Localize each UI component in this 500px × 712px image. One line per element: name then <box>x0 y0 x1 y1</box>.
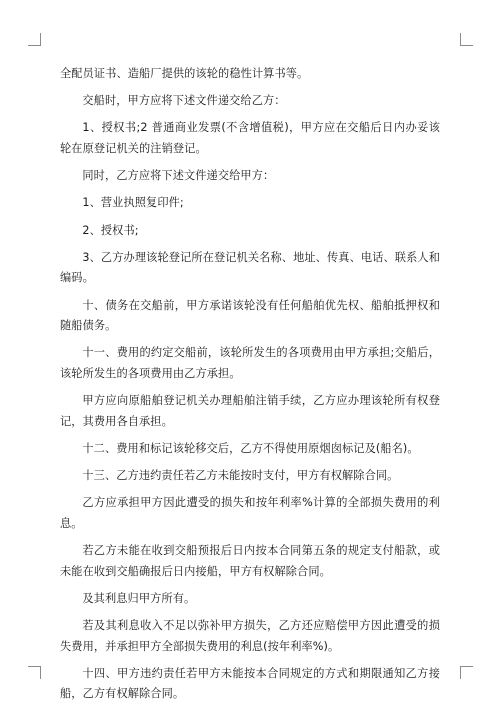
crop-mark-bottom-left <box>28 666 41 679</box>
document-body <box>60 64 440 712</box>
paragraph-5: 1、营业执照复印件; <box>82 196 184 210</box>
paragraph-17: 十四、甲方违约责任若甲方未能按本合同规定的方式和期限通知乙方接船，乙方有权解除合同。 <box>60 666 440 701</box>
crop-mark-top-left <box>28 33 41 46</box>
paragraph-12: 十三、乙方违约责任若乙方未能按时支付，甲方有权解除合同。 <box>82 469 399 483</box>
paragraph-2: 交船时，甲方应将下述文件递交给乙方： <box>82 94 286 108</box>
paragraph-11: 十二、费用和标记该轮移交后，乙方不得使用原烟囱标记及(船名)。 <box>82 441 419 455</box>
paragraph-8: 十、债务在交船前，甲方承诺该轮没有任何船舶优先权、船舶抵押权和随船债务。 <box>60 298 440 333</box>
paragraph-15: 及其利息归甲方所有。 <box>82 591 196 605</box>
paragraph-7: 3、乙方办理该轮登记所在登记机关名称、地址、传真、电话、联系人和编码。 <box>60 250 440 285</box>
paragraph-9: 十一、费用的约定交船前，该轮所发生的各项费用由甲方承担;交船后，该轮所发生的各项费用由乙方承担。 <box>60 346 440 380</box>
paragraph-6: 2、授权书; <box>82 223 139 237</box>
paragraph-4: 同时，乙方应将下述文件递交给甲方： <box>82 169 275 183</box>
crop-mark-top-right <box>460 33 473 46</box>
paragraph-3: 1、授权书;2 普通商业发票(不含增值税)，甲方应在交船后日内办妥该轮在原登记机关的注销登记。 <box>60 121 440 155</box>
paragraph-16: 若及其利息收入不足以弥补甲方损失，乙方还应赔偿甲方因此遭受的损失费用，并承担甲方全部损失费用的利息(按年利率%)。 <box>60 618 440 653</box>
paragraph-13: 乙方应承担甲方因此遭受的损失和按年利率%计算的全部损失费用的利息。 <box>60 496 440 530</box>
crop-mark-bottom-right <box>460 666 473 679</box>
paragraph-10: 甲方应向原船舶登记机关办理船舶注销手续，乙方应办理该轮所有权登记，其费用各自承担。 <box>60 394 440 428</box>
paragraph-14: 若乙方未能在收到交船预报后日内按本合同第五条的规定支付船款，或未能在收到交船确报后日内接船，甲方有权解除合同。 <box>60 544 440 578</box>
paragraph-1: 全配员证书、造船厂提供的该轮的稳性计算书等。 <box>60 67 309 80</box>
